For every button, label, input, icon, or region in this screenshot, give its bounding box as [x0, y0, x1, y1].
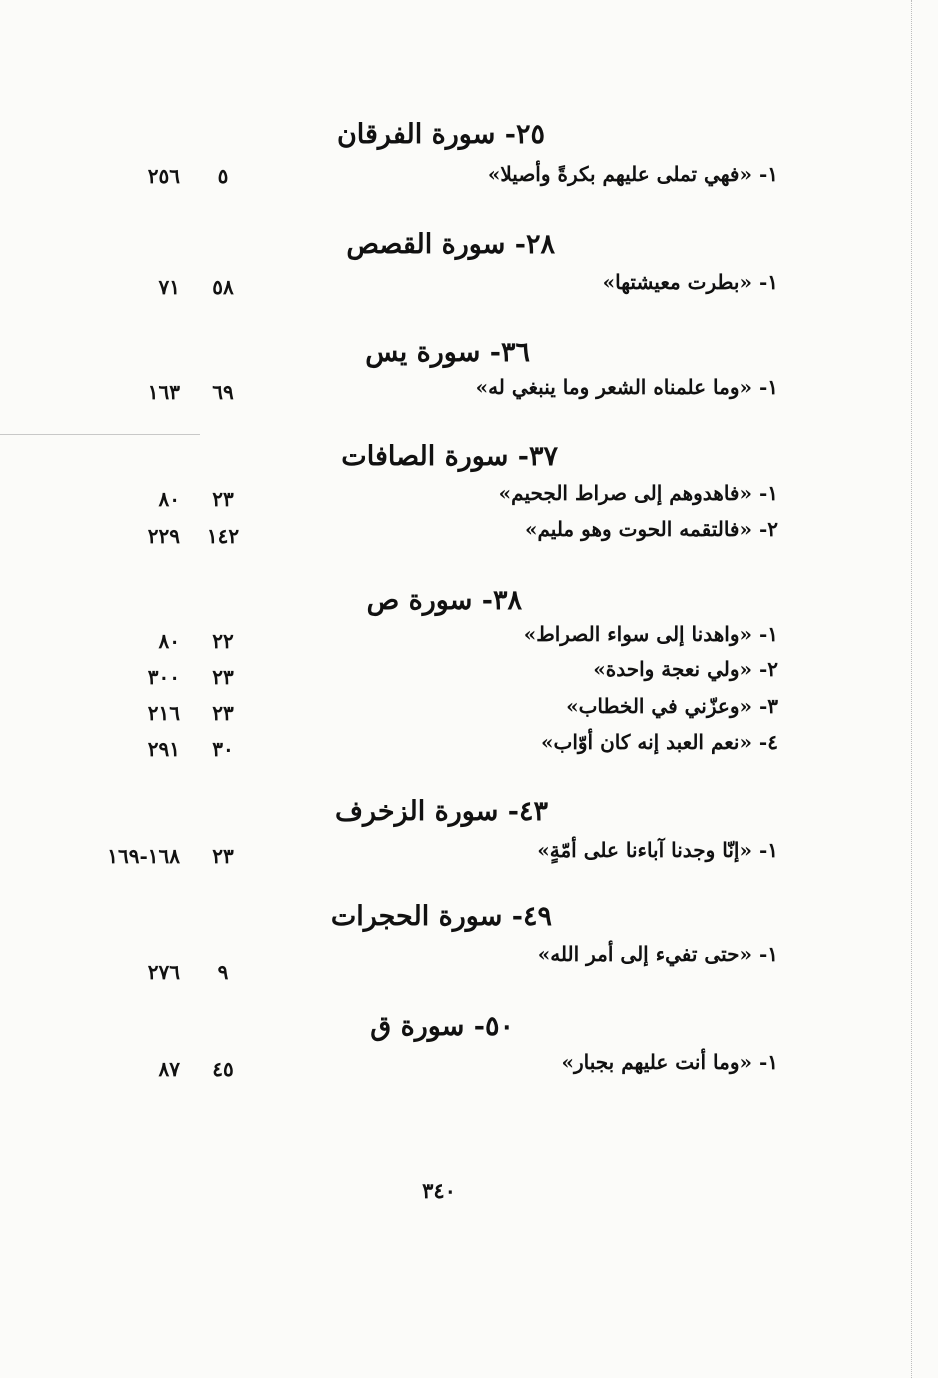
verse-reference: ١- «واهدنا إلى سواء الصراط» [523, 622, 778, 646]
page-reference: ٢٧٦ [147, 960, 180, 984]
verse-reference: ١- «وما علمناه الشعر وما ينبغي له» [475, 375, 778, 399]
surah-heading-as-saffat: ٣٧- سورة الصافات [341, 441, 558, 472]
surah-heading-al-furqan: ٢٥- سورة الفرقان [336, 119, 545, 150]
ayah-number: ٢٣ [212, 701, 234, 725]
ayah-number: ١٤٢ [206, 524, 240, 548]
ayah-number: ٢٣ [212, 665, 234, 689]
page-reference: ٢٥٦ [147, 164, 180, 188]
ayah-number: ٥٨ [212, 275, 234, 299]
ayah-number: ٢٣ [212, 844, 234, 868]
page-reference: ٧١ [158, 275, 180, 299]
page-reference: ١٦٨-١٦٩ [107, 844, 180, 868]
page-reference: ٨٧ [158, 1057, 180, 1081]
surah-heading-al-qasas: ٢٨- سورة القصص [346, 229, 555, 260]
ayah-number: ٣٠ [212, 737, 234, 761]
verse-reference: ١- «فاهدوهم إلى صراط الجحيم» [498, 481, 778, 505]
page-reference: ٨٠ [158, 487, 180, 511]
surah-heading-ya-sin: ٣٦- سورة يس [365, 337, 530, 368]
surah-heading-sad: ٣٨- سورة ص [366, 585, 522, 616]
ayah-number: ٩ [217, 960, 229, 984]
verse-reference: ١- «فهي تملى عليهم بكرةً وأصيلا» [487, 162, 778, 186]
ayah-number: ٢٢ [212, 629, 234, 653]
page-reference: ٨٠ [158, 629, 180, 653]
page-reference: ٢١٦ [147, 701, 180, 725]
verse-reference: ٢- «ولي نعجة واحدة» [593, 657, 778, 681]
ayah-number: ٦٩ [212, 380, 234, 404]
ayah-number: ٤٥ [212, 1057, 234, 1081]
surah-heading-al-hujurat: ٤٩- سورة الحجرات [330, 901, 552, 932]
page-edge-dotted-rule [911, 0, 912, 1378]
scan-artifact-line [0, 434, 200, 435]
page-reference: ٢٢٩ [147, 524, 180, 548]
page-reference: ١٦٣ [147, 380, 180, 404]
verse-reference: ١- «إنّا وجدنا آباءنا على أمّةٍ» [537, 838, 778, 862]
ayah-number: ٥ [217, 164, 229, 188]
verse-reference: ٤- «نعم العبد إنه كان أوّاب» [541, 730, 778, 754]
ayah-number: ٢٣ [212, 487, 234, 511]
verse-reference: ١- «بطرت معيشتها» [602, 270, 778, 294]
page-number: ٣٤٠ [422, 1178, 456, 1203]
surah-heading-az-zukhruf: ٤٣- سورة الزخرف [335, 796, 548, 827]
verse-reference: ٢- «فالتقمه الحوت وهو مليم» [524, 517, 778, 541]
verse-reference: ١- «وما أنت عليهم بجبار» [561, 1050, 778, 1074]
page-reference: ٣٠٠ [147, 665, 180, 689]
page-reference: ٢٩١ [147, 737, 180, 761]
verse-reference: ٣- «وعزّني في الخطاب» [566, 694, 778, 718]
verse-reference: ١- «حتى تفيء إلى أمر الله» [537, 942, 778, 966]
surah-heading-qaf: ٥٠- سورة ق [370, 1011, 514, 1042]
